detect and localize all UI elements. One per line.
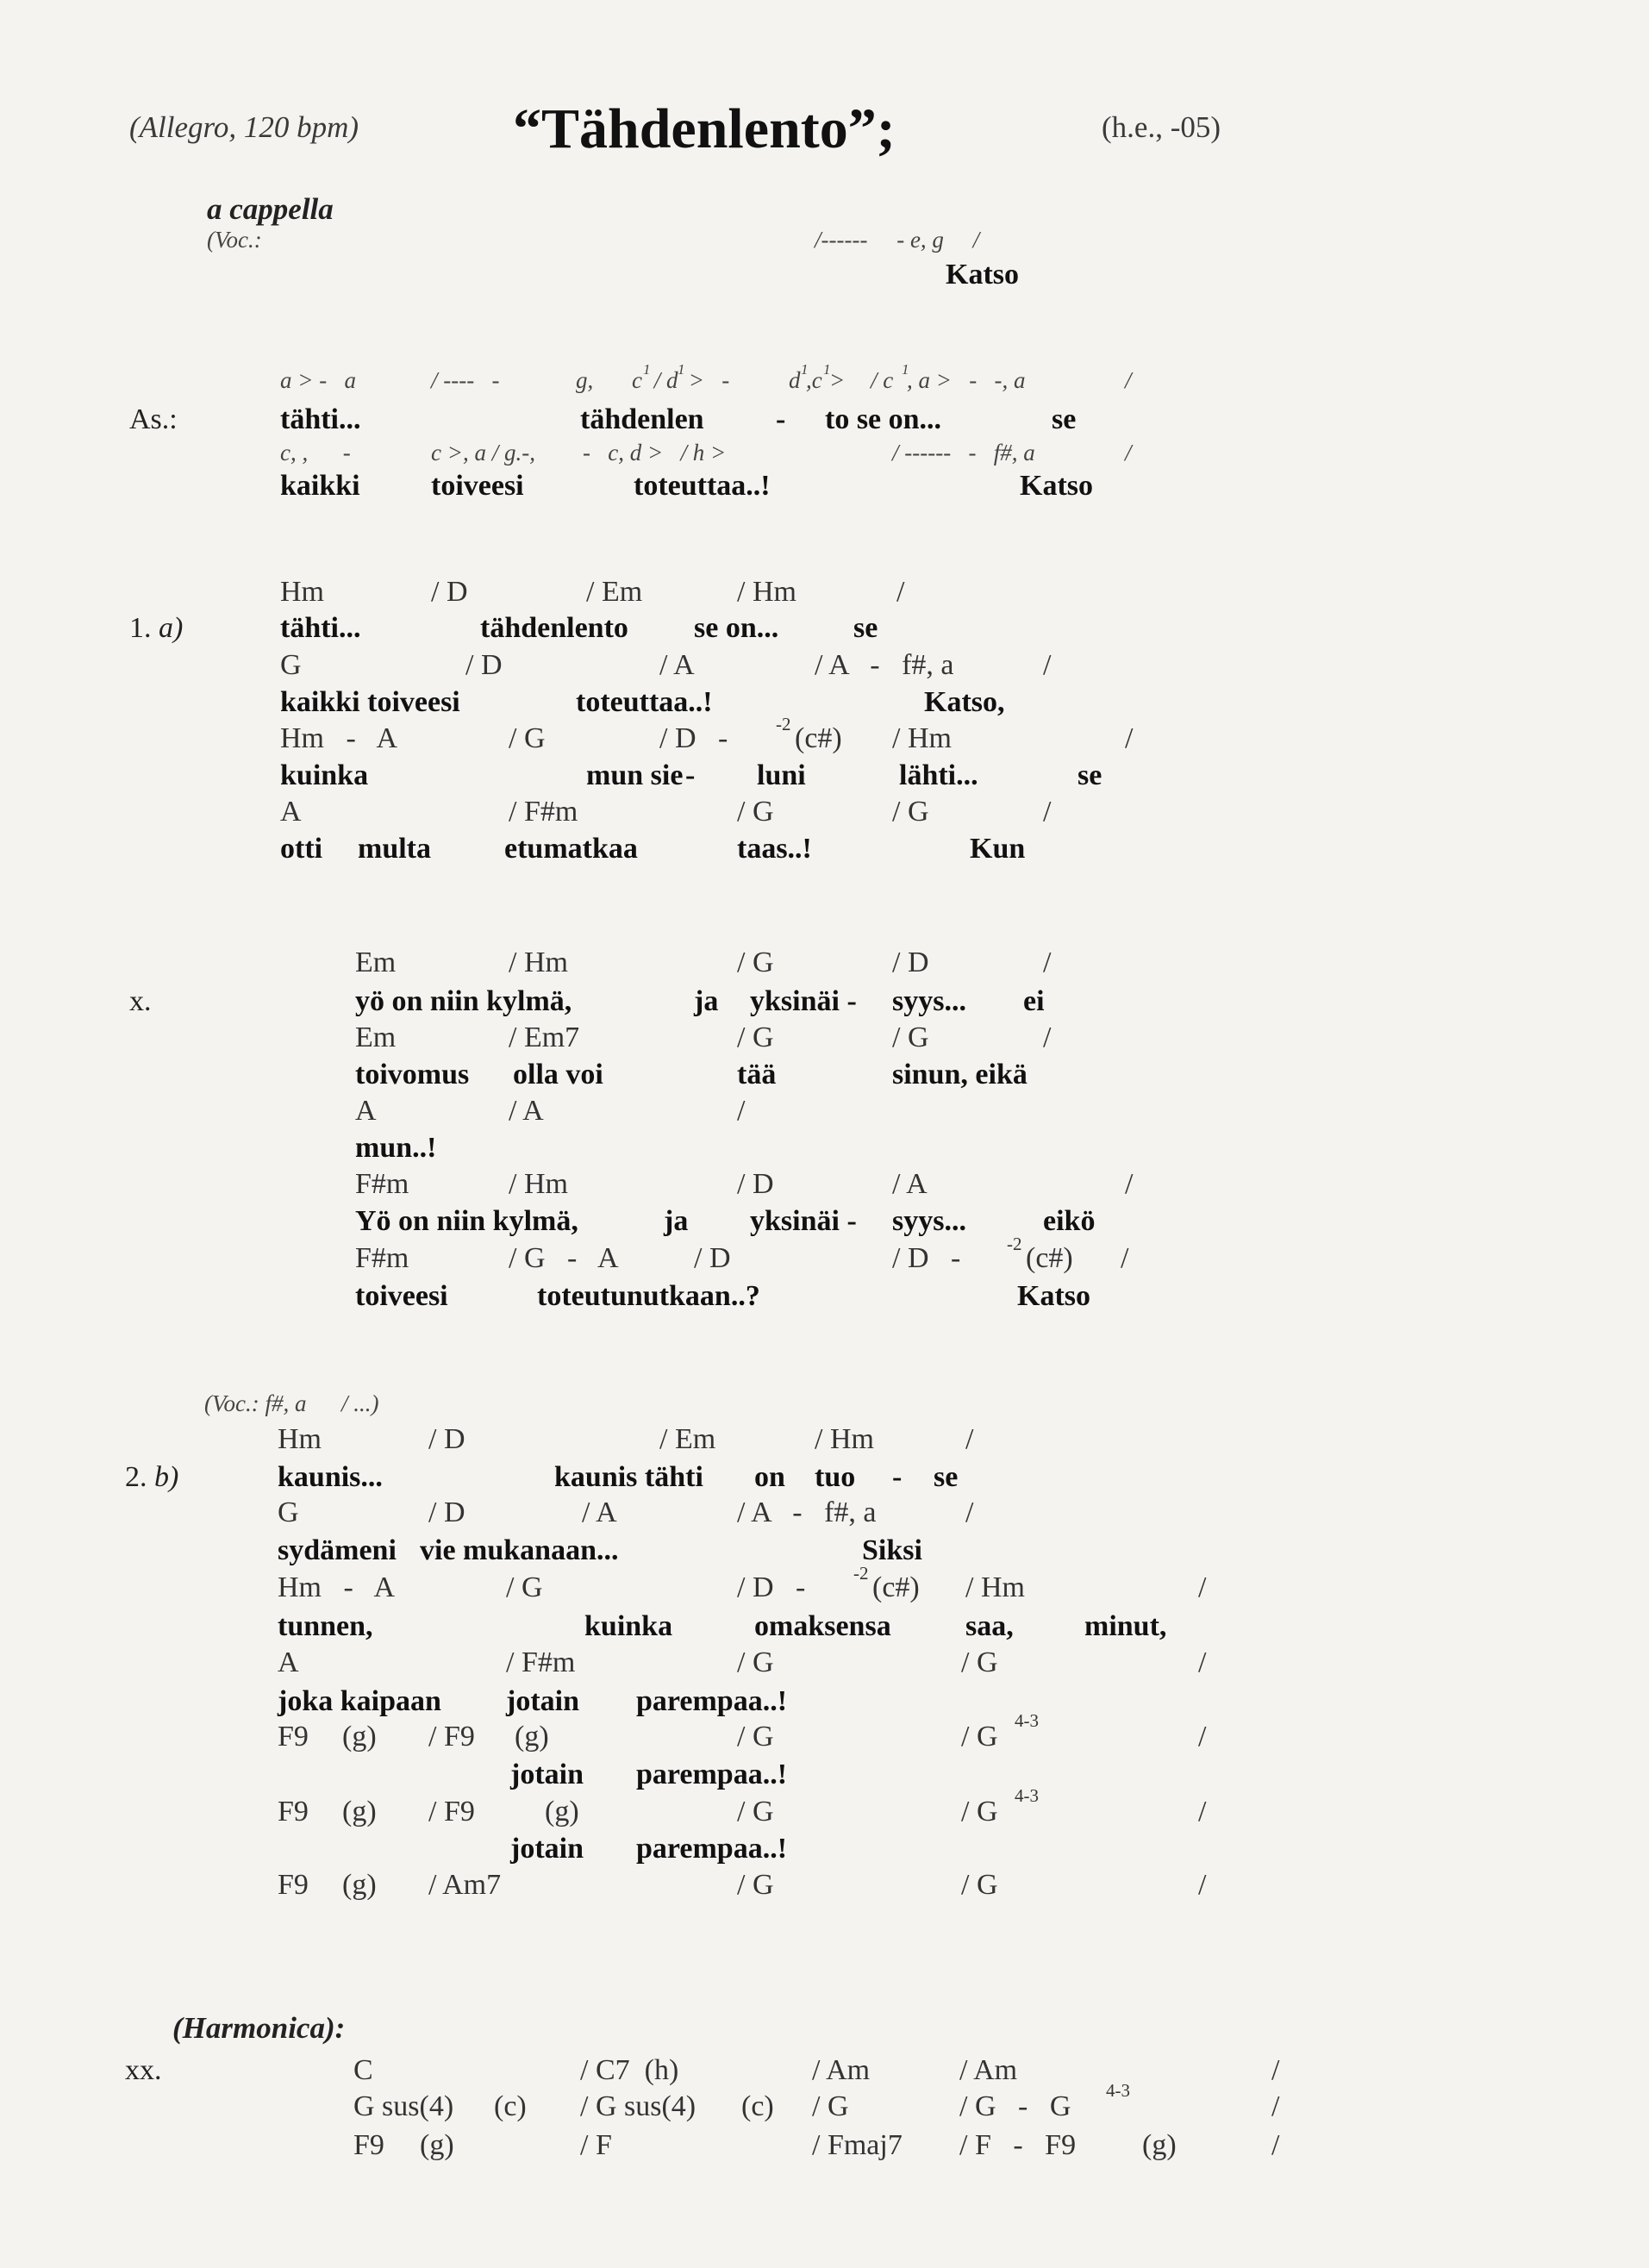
chord: F9 <box>278 1721 309 1753</box>
lyric-fragment: multa <box>358 833 431 865</box>
voc-notes: /------ - e, g / <box>815 227 980 253</box>
chord: (c#) <box>1026 1242 1073 1274</box>
lyric-fragment: luni <box>757 759 806 791</box>
chord: / <box>1198 1571 1207 1603</box>
verse-sub: b) <box>154 1461 179 1493</box>
chord: G <box>278 1496 299 1528</box>
chord: / Am <box>812 2054 871 2086</box>
lyric-fragment: Katso <box>1017 1280 1090 1312</box>
voc-notes: / c <box>871 367 894 393</box>
chord: / F#m <box>509 796 578 828</box>
chord: / Em <box>586 576 643 608</box>
lyric-fragment: mun..! <box>355 1132 437 1164</box>
chord: (g) <box>342 1721 377 1753</box>
lyric-fragment: jotain <box>510 1833 584 1865</box>
chord: / Am7 <box>428 1869 502 1901</box>
lyric-fragment: Siksi <box>862 1534 922 1566</box>
section-label-chorus: x. <box>129 985 152 1017</box>
lyric-fragment: toiveesi <box>431 470 524 502</box>
chord: / Fmaj7 <box>812 2129 903 2161</box>
lyric-fragment: ja <box>694 985 719 1017</box>
chord: / <box>1043 649 1052 681</box>
chord: (c#) <box>795 722 842 754</box>
lyric-fragment: parempaa..! <box>636 1833 788 1865</box>
chord: / D <box>428 1496 465 1528</box>
chord: / Am <box>959 2054 1018 2086</box>
voc-superscript: 1 <box>801 361 809 378</box>
chord: F#m <box>355 1168 409 1200</box>
chord: / F9 <box>428 1796 475 1828</box>
chord-superscript: 4-3 <box>1015 1710 1039 1731</box>
lyric-fragment: parempaa..! <box>636 1759 788 1790</box>
lyric-fragment: syys... <box>892 1205 966 1237</box>
lyric-fragment: parempaa..! <box>636 1685 788 1717</box>
chord: / F <box>580 2129 612 2161</box>
chord: / D <box>694 1242 731 1274</box>
chord-superscript: -2 <box>1007 1234 1022 1254</box>
chord: (c#) <box>872 1571 920 1603</box>
chord: C <box>353 2054 373 2086</box>
chord: / Hm <box>965 1571 1025 1603</box>
chord: / G <box>892 796 929 828</box>
lyric-fragment: tähdenlento <box>480 612 628 644</box>
chord: Hm <box>280 576 324 608</box>
lyric-fragment: - <box>776 403 786 435</box>
lyric-fragment: saa, <box>965 1610 1014 1642</box>
lyric-fragment: jotain <box>510 1759 584 1790</box>
chord: / G <box>737 947 774 978</box>
lyric-fragment: ja <box>664 1205 689 1237</box>
chord: / D - <box>659 722 728 754</box>
voc-notes: c <box>632 367 642 393</box>
lyric-fragment: kaunis tähti <box>554 1461 703 1493</box>
lyric-fragment: kaunis... <box>278 1461 383 1493</box>
chord: / G <box>509 722 546 754</box>
chord: / G <box>506 1571 543 1603</box>
chord: / <box>737 1095 746 1127</box>
lyric-fragment: se <box>1052 403 1077 435</box>
lyric-fragment: yksinäi - <box>750 1205 857 1237</box>
chord: / <box>1271 2054 1280 2086</box>
chord: / G <box>737 1721 774 1753</box>
lyric-fragment: se <box>1077 759 1102 791</box>
chord: Hm - A <box>278 1571 395 1603</box>
chord: / <box>1043 796 1052 828</box>
lyric-fragment: toivomus <box>355 1059 470 1090</box>
harmonica-heading: (Harmonica): <box>172 2011 346 2045</box>
verse-number: 1. <box>129 612 152 644</box>
lyric-fragment: toteuttaa..! <box>634 470 771 502</box>
chord-superscript: 4-3 <box>1106 2080 1130 2101</box>
lyric-fragment: tuo <box>815 1461 856 1493</box>
lyric-fragment: kuinka <box>280 759 369 791</box>
lyric-fragment: Katso, <box>924 686 1005 718</box>
chord: / G - G <box>959 2090 1071 2122</box>
chord: A <box>280 796 302 828</box>
chord: / D <box>431 576 468 608</box>
lyric-fragment: sydämeni <box>278 1534 397 1566</box>
lyric-fragment: minut, <box>1084 1610 1167 1642</box>
a-cappella-label: a cappella <box>207 192 334 226</box>
lyric-fragment: se <box>934 1461 959 1493</box>
lyric-fragment: syys... <box>892 985 966 1017</box>
lyric-fragment: Kun <box>970 833 1026 865</box>
lyric-fragment: toteutunutkaan..? <box>537 1280 760 1312</box>
chord: / G <box>737 1022 774 1053</box>
chord: / Hm <box>892 722 952 754</box>
chord: / G <box>812 2090 849 2122</box>
chord: / D - <box>892 1242 961 1274</box>
lyric-fragment: kuinka <box>584 1610 673 1642</box>
lyric-fragment: kaikki toiveesi <box>280 686 460 718</box>
song-title: “Tähdenlento”; <box>513 97 896 160</box>
chord: (g) <box>545 1796 579 1828</box>
chord: / <box>1198 1721 1207 1753</box>
chord: / A <box>582 1496 617 1528</box>
chord: / C7 (h) <box>580 2054 679 2086</box>
verse-sub: a) <box>159 612 184 644</box>
lyric-fragment: ei <box>1023 985 1045 1017</box>
chord: / F9 <box>428 1721 475 1753</box>
chord: / <box>1121 1242 1129 1274</box>
author-note: (h.e., -05) <box>1102 110 1221 144</box>
chord: / F - F9 <box>959 2129 1077 2161</box>
chord: (g) <box>342 1869 377 1901</box>
chord: / G <box>961 1869 998 1901</box>
chord: / Hm <box>509 1168 568 1200</box>
chord: Hm <box>278 1423 322 1455</box>
chord: / G <box>737 1796 774 1828</box>
voc-notes: g, <box>576 367 594 393</box>
tempo-marking: (Allegro, 120 bpm) <box>129 110 359 144</box>
chord: / Hm <box>815 1423 874 1455</box>
chord: / <box>1125 722 1134 754</box>
chord: / G <box>737 1869 774 1901</box>
chord: / <box>1198 1796 1207 1828</box>
chord: / D <box>428 1423 465 1455</box>
verse-number: 2. <box>125 1461 147 1493</box>
chord: / G <box>737 796 774 828</box>
voc-notes: / ------ - f#, a <box>892 440 1035 465</box>
chord: / G <box>892 1022 929 1053</box>
lyric-fragment: yö on niin kylmä, <box>355 985 572 1017</box>
chord: / <box>965 1496 974 1528</box>
voc-notes: d <box>789 367 801 393</box>
lyric-fragment: kaikki <box>280 470 360 502</box>
section-label-harmonica: xx. <box>125 2054 162 2086</box>
chord: Em <box>355 947 397 978</box>
chord: / Em <box>659 1423 716 1455</box>
chord-superscript: -2 <box>776 714 791 734</box>
section-label-as: As.: <box>129 403 178 435</box>
lyric-fragment: joka kaipaan <box>278 1685 441 1717</box>
chord: F9 <box>278 1796 309 1828</box>
chord: / <box>1043 947 1052 978</box>
lyric-fragment: to se on... <box>825 403 942 435</box>
lyric-fragment: - <box>892 1461 903 1493</box>
lyric-fragment: Yö on niin kylmä, <box>355 1205 578 1237</box>
chord: / <box>1198 1646 1207 1678</box>
lyric-fragment: olla voi <box>513 1059 603 1090</box>
chord: A <box>355 1095 377 1127</box>
chord: / <box>1198 1869 1207 1901</box>
chord: / <box>1271 2129 1280 2161</box>
voc-notes: ,c <box>806 367 822 393</box>
chord: / G <box>961 1646 998 1678</box>
chord: / A - f#, a <box>737 1496 877 1528</box>
chord: Hm - A <box>280 722 397 754</box>
chord: / <box>896 576 905 608</box>
lyric-fragment: tää <box>737 1059 777 1090</box>
chord: G <box>280 649 302 681</box>
chord: (g) <box>420 2129 454 2161</box>
lyric-fragment: tähdenlen <box>580 403 704 435</box>
lyric-fragment: se <box>853 612 878 644</box>
chord: / <box>1043 1022 1052 1053</box>
voc-note-verse-2: (Voc.: f#, a / ...) <box>204 1390 379 1416</box>
lyric-fragment: vie mukanaan... <box>420 1534 619 1566</box>
chord: / G <box>737 1646 774 1678</box>
lyric-fragment: tunnen, <box>278 1610 373 1642</box>
chord: / D - <box>737 1571 806 1603</box>
lyric-fragment: Katso <box>1020 470 1093 502</box>
chord: / F#m <box>506 1646 576 1678</box>
lyric-fragment: taas..! <box>737 833 812 865</box>
chord: / Hm <box>737 576 796 608</box>
section-label-verse-1 <box>129 614 183 643</box>
chord: / A <box>509 1095 544 1127</box>
voc-notes: / d <box>648 367 678 393</box>
lyric-fragment: otti <box>280 833 323 865</box>
chord: (g) <box>342 1796 377 1828</box>
chord: F9 <box>278 1869 309 1901</box>
voc-notes: / <box>1125 440 1132 465</box>
chord: (g) <box>1142 2129 1177 2161</box>
chord-superscript: 4-3 <box>1015 1785 1039 1806</box>
voc-notes: > <box>829 367 846 393</box>
chord: (g) <box>515 1721 549 1753</box>
section-label-verse-2 <box>125 1463 178 1492</box>
chord: Em <box>355 1022 397 1053</box>
chord-superscript: -2 <box>853 1563 869 1584</box>
chord: / A - f#, a <box>815 649 954 681</box>
voc-superscript: 1 <box>902 361 909 378</box>
lyric-fragment: sinun, eikä <box>892 1059 1028 1090</box>
lyric-fragment: toiveesi <box>355 1280 448 1312</box>
voc-superscript: 1 <box>678 361 685 378</box>
voc-notes: c >, a / g.-, <box>431 440 535 465</box>
voc-notes: , a > - -, a <box>907 367 1026 393</box>
chord: / <box>1125 1168 1134 1200</box>
lyric-fragment: omaksensa <box>754 1610 891 1642</box>
chord: / G <box>961 1721 998 1753</box>
chord: / D <box>465 649 503 681</box>
chord: / D <box>892 947 929 978</box>
lyric-fragment: se on... <box>694 612 779 644</box>
voc-label: (Voc.: <box>207 227 262 253</box>
chord: (c) <box>494 2090 527 2122</box>
chord: / G <box>961 1796 998 1828</box>
lyric-fragment: etumatkaa <box>504 833 638 865</box>
chord: / A <box>659 649 695 681</box>
chord: G sus(4) <box>353 2090 454 2122</box>
voc-superscript: 1 <box>643 361 651 378</box>
lyric-fragment: lähti... <box>899 759 978 791</box>
chord: (c) <box>741 2090 774 2122</box>
lyric-fragment: tähti... <box>280 403 361 435</box>
lyric-fragment: eikö <box>1043 1205 1096 1237</box>
voc-notes: / <box>1125 367 1132 393</box>
voc-superscript: 1 <box>823 361 831 378</box>
chord: / Em7 <box>509 1022 580 1053</box>
lyric-line: Katso <box>946 259 1019 291</box>
lyric-fragment: mun sie <box>586 759 684 791</box>
lyric-fragment: yksinäi - <box>750 985 857 1017</box>
chord: / G - A <box>509 1242 619 1274</box>
lyric-fragment: jotain <box>506 1685 579 1717</box>
lyric-fragment: tähti... <box>280 612 361 644</box>
chord: / <box>965 1423 974 1455</box>
lyric-fragment: on <box>754 1461 785 1493</box>
voc-notes: - c, d > / h > <box>583 440 727 465</box>
voc-notes: c, , - <box>280 440 351 465</box>
lyric-fragment: - <box>685 759 696 791</box>
voc-notes: > - <box>683 367 730 393</box>
chord: F#m <box>355 1242 409 1274</box>
chord: F9 <box>353 2129 384 2161</box>
chord: / Hm <box>509 947 568 978</box>
chord: / A <box>892 1168 928 1200</box>
chord: / G sus(4) <box>580 2090 696 2122</box>
chord: / D <box>737 1168 774 1200</box>
voc-notes: / ---- - <box>431 367 500 393</box>
chord: A <box>278 1646 299 1678</box>
lyric-fragment: toteuttaa..! <box>576 686 713 718</box>
chord: / <box>1271 2090 1280 2122</box>
voc-notes: a > - a <box>280 367 356 393</box>
